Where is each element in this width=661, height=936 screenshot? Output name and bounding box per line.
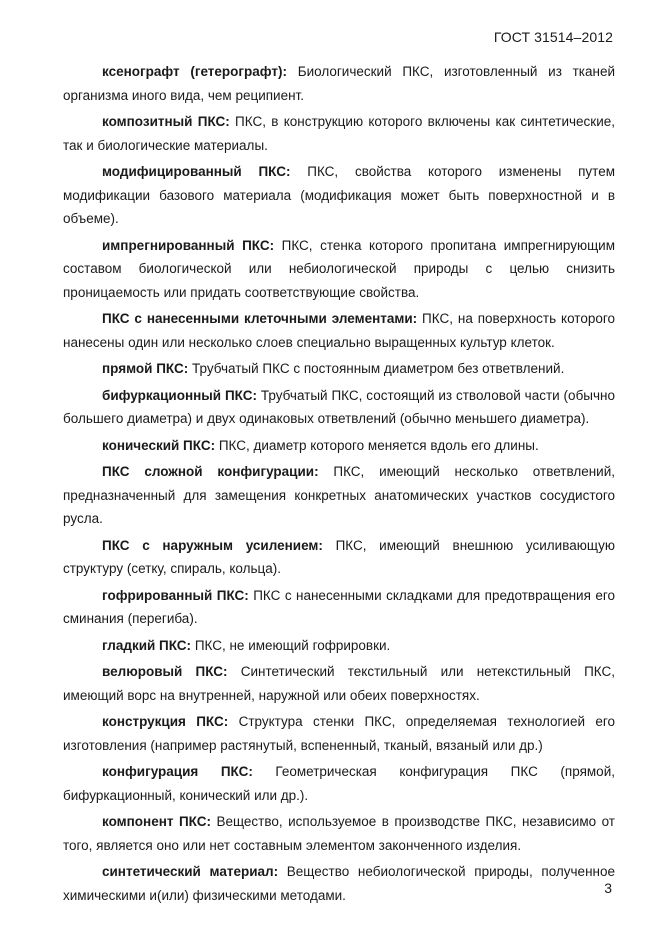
definitions-list: [63, 60, 615, 910]
definition-text: Трубчатый ПКС, состоящий из стволовой части (обычно большего диаметра) и двух одинаковых ответвлений (обычно меньшего диаметра).: [63, 387, 615, 426]
definition-paragraph: [63, 307, 615, 354]
definition-text: Структура стенки ПКС, определяемая технологией его изготовления (например растянутый, вспененный, тканый, вязаный или др.): [63, 714, 615, 753]
definition-paragraph: [63, 760, 615, 807]
definition-text: ПКС, диаметр которого меняется вдоль его длины.: [215, 437, 539, 453]
definition-term: конический ПКС:: [102, 437, 216, 453]
definition-text: Геометрическая конфигурация ПКС (прямой, бифуркационный, конический или др.).: [63, 764, 615, 803]
definition-term: синтетический материал:: [102, 864, 279, 879]
definition-term: ПКС с наружным усилением:: [102, 537, 323, 553]
definition-term: прямой ПКС:: [102, 361, 189, 376]
definition-paragraph: [63, 384, 615, 431]
definition-paragraph: [63, 534, 615, 581]
definition-paragraph: [63, 460, 615, 531]
definition-term: конфигурация ПКС:: [102, 764, 253, 779]
definition-paragraph: [63, 710, 615, 757]
standard-header: ГОСТ 31514–2012: [493, 29, 613, 45]
definition-term: компонент ПКС:: [102, 814, 211, 829]
definition-text: ПКС, не имеющий гофрировки.: [191, 637, 391, 653]
definition-paragraph: [63, 660, 615, 707]
definition-paragraph: [63, 357, 615, 381]
definition-paragraph: [63, 434, 615, 458]
definition-paragraph: [63, 234, 615, 305]
definition-term: велюровый ПКС:: [102, 664, 228, 679]
definition-text: ПКС, свойства которого изменены путем модификации базового материала (модификация может быть поверхностной и в объеме).: [63, 164, 615, 226]
definition-paragraph: [63, 810, 615, 857]
definition-text: Биологический ПКС, изготовленный из тканей организма иного вида, чем реципиент.: [63, 64, 616, 103]
definition-paragraph: [63, 584, 615, 631]
definition-term: ПКС сложной конфигурации:: [102, 464, 319, 479]
definition-term: модифицированный ПКС:: [102, 164, 291, 179]
definition-term: ПКС с нанесенными клеточными элементами:: [102, 311, 418, 326]
definition-text: Вещество небиологической природы, полученное химическими и(или) физическими методами.: [63, 864, 615, 903]
definition-text: Вещество, используемое в производстве ПКС, независимо от того, является оно или нет составным элементом законченного изделия.: [63, 814, 615, 853]
definition-term: бифуркационный ПКС:: [102, 387, 257, 403]
definition-term: конструкция ПКС:: [102, 714, 229, 729]
definition-text: ПКС с нанесенными складками для предотвращения его сминания (перегиба).: [63, 587, 615, 626]
definition-term: гофрированный ПКС:: [102, 587, 249, 603]
definition-paragraph: [63, 60, 615, 107]
definition-term: композитный ПКС:: [102, 114, 230, 129]
definition-term: ксенографт (гетерографт):: [102, 64, 288, 79]
definition-text: ПКС, в конструкцию которого включены как синтетические, так и биологические материалы.: [63, 114, 615, 153]
definition-paragraph: [63, 634, 615, 658]
definition-text: ПКС, имеющий несколько ответвлений, предназначенный для замещения конкретных анатомических участков сосудистого русла.: [63, 464, 615, 526]
definition-text: ПКС, имеющий внешнюю усиливающую структуру (сетку, спираль, кольца).: [63, 537, 615, 576]
definition-text: ПКС, на поверхность которого нанесены один или несколько слоев специально выращенных культур клеток.: [63, 311, 615, 350]
definition-term: гладкий ПКС:: [102, 637, 192, 653]
definition-text: Трубчатый ПКС с постоянным диаметром без ответвлений.: [188, 361, 565, 376]
definition-paragraph: [63, 860, 615, 907]
definition-paragraph: [63, 160, 615, 231]
definition-text: ПКС, стенка которого пропитана импрегнирующим составом биологической или небиологической природы с целью снизить проницаемость или придать соответствующие свойства.: [63, 237, 615, 300]
definition-text: Синтетический текстильный или нетекстильный ПКС, имеющий ворс на внутренней, наружной или обеих поверхностях.: [63, 664, 615, 703]
page-number: 3: [604, 880, 612, 896]
definition-paragraph: [63, 110, 615, 157]
definition-term: импрегнированный ПКС:: [102, 237, 275, 253]
